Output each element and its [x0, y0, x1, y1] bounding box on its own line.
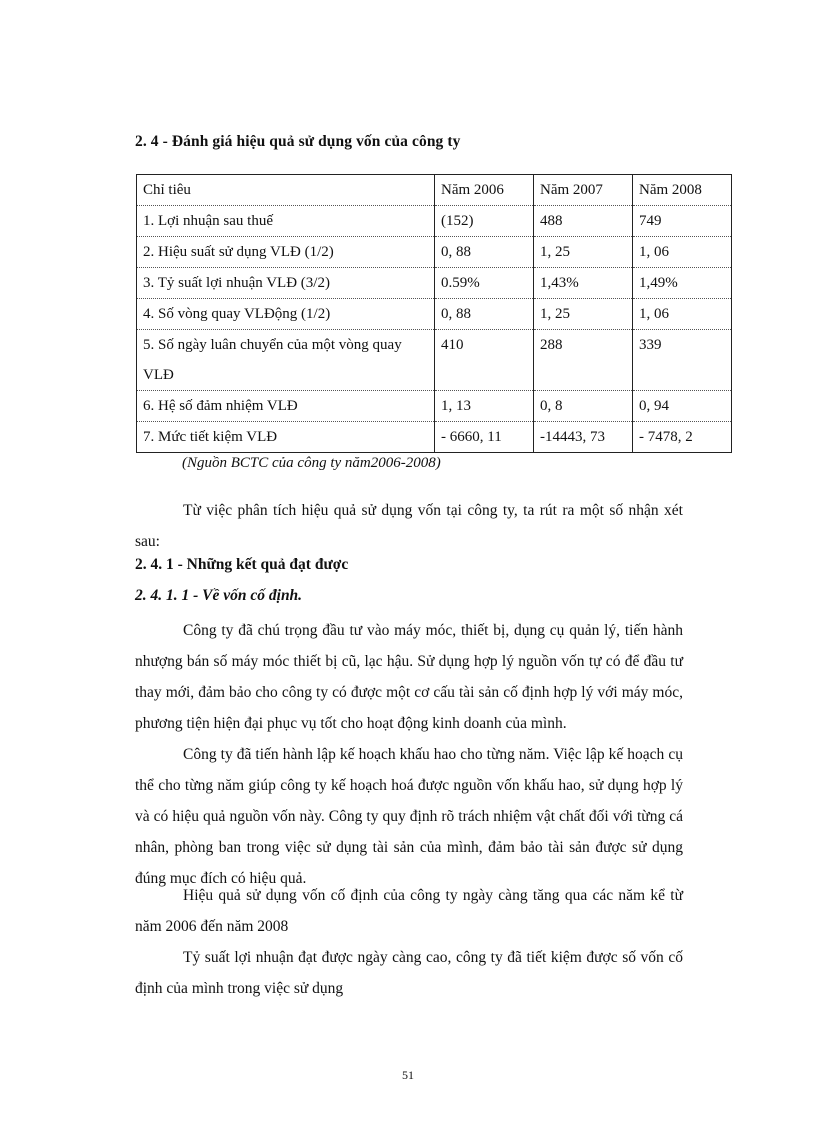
- table-cell: 1, 06: [633, 237, 732, 268]
- table-cell: - 6660, 11: [435, 422, 534, 453]
- page-number: 51: [402, 1068, 414, 1082]
- table-cell: 1,43%: [534, 268, 633, 299]
- table-cell: 410: [435, 330, 534, 391]
- table-row: [137, 299, 732, 330]
- header-cell: Năm 2006: [435, 175, 534, 206]
- row-label: 7. Mức tiết kiệm VLĐ: [137, 422, 435, 453]
- table-row: [137, 268, 732, 299]
- subsection-heading: 2. 4. 1 - Những kết quả đạt được: [135, 556, 349, 573]
- table-header-row: [137, 175, 732, 206]
- row-label: 1. Lợi nhuận sau thuế: [137, 206, 435, 237]
- table-cell: 1, 25: [534, 299, 633, 330]
- section-heading: 2. 4 - Đánh giá hiệu quả sử dụng vốn của công ty: [135, 133, 461, 150]
- table-cell: 1,49%: [633, 268, 732, 299]
- table-source-note: (Nguồn BCTC của công ty năm2006-2008): [182, 455, 441, 471]
- efficiency-table: [136, 174, 732, 453]
- header-cell: Chỉ tiêu: [137, 175, 435, 206]
- table-cell: 0, 94: [633, 391, 732, 422]
- body-paragraph: Công ty đã tiến hành lập kế hoạch khấu hao cho từng năm. Việc lập kế hoạch cụ thể cho từng năm giúp công ty kế hoạch hoá được nguồn vốn khấu hao, sử dụng hợp lý và có hiệu quả nguồn vốn này. Công ty quy định rõ trách nhiệm vật chất đối với từng cá nhân, phòng ban trong việc sử dụng tài sản của mình, đảm bảo tài sản được sử dụng đúng mục đích có hiệu quả.: [135, 746, 683, 887]
- table-cell: 339: [633, 330, 732, 391]
- row-label: 6. Hệ số đảm nhiệm VLĐ: [137, 391, 435, 422]
- table-cell: 1, 13: [435, 391, 534, 422]
- table-row: [137, 391, 732, 422]
- table-cell: 488: [534, 206, 633, 237]
- table-cell: 0.59%: [435, 268, 534, 299]
- row-label: 4. Số vòng quay VLĐộng (1/2): [137, 299, 435, 330]
- row-label: 2. Hiệu suất sử dụng VLĐ (1/2): [137, 237, 435, 268]
- table-cell: 1, 25: [534, 237, 633, 268]
- header-cell: Năm 2008: [633, 175, 732, 206]
- body-paragraph: Hiệu quả sử dụng vốn cố định của công ty ngày càng tăng qua các năm kể từ năm 2006 đến năm 2008: [135, 887, 683, 935]
- header-cell: Năm 2007: [534, 175, 633, 206]
- table-cell: 0, 88: [435, 237, 534, 268]
- sub-subsection-heading: 2. 4. 1. 1 - Về vốn cố định.: [135, 587, 303, 604]
- body-paragraph: Công ty đã chú trọng đầu tư vào máy móc, thiết bị, dụng cụ quản lý, tiến hành nhượng bán số máy móc thiết bị cũ, lạc hậu. Sử dụng hợp lý nguồn vốn tự có để đầu tư thay mới, đảm bảo cho công ty có được một cơ cấu tài sản cố định hợp lý với máy móc, phương tiện hiện đại phục vụ tốt cho hoạt động kinh doanh của mình.: [135, 622, 683, 732]
- table-row: [137, 330, 732, 391]
- table-cell: - 7478, 2: [633, 422, 732, 453]
- intro-paragraph: Từ việc phân tích hiệu quả sử dụng vốn tại công ty, ta rút ra một số nhận xét sau:: [135, 502, 683, 550]
- table-row: [137, 237, 732, 268]
- table-row: [137, 422, 732, 453]
- row-label: 5. Số ngày luân chuyển của một vòng quay VLĐ: [137, 330, 435, 391]
- table-cell: 0, 8: [534, 391, 633, 422]
- table-row: [137, 206, 732, 237]
- row-label: 3. Tỷ suất lợi nhuận VLĐ (3/2): [137, 268, 435, 299]
- table-cell: 1, 06: [633, 299, 732, 330]
- table-cell: -14443, 73: [534, 422, 633, 453]
- table-cell: 749: [633, 206, 732, 237]
- table-cell: 0, 88: [435, 299, 534, 330]
- body-paragraph: Tỷ suất lợi nhuận đạt được ngày càng cao, công ty đã tiết kiệm được số vốn cố định của mình trong việc sử dụng: [135, 949, 683, 997]
- table-cell: (152): [435, 206, 534, 237]
- table-cell: 288: [534, 330, 633, 391]
